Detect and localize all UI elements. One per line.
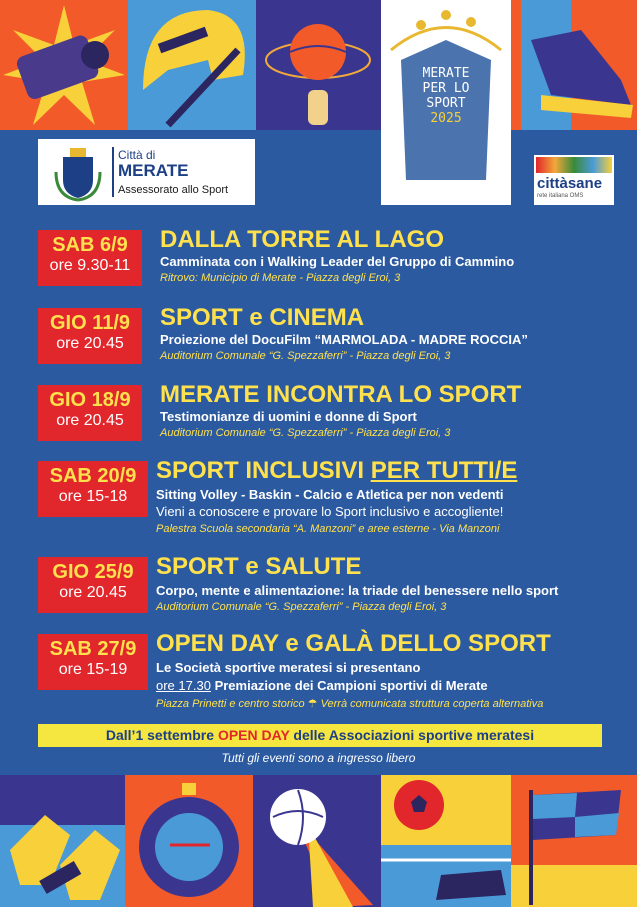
poster-title	[381, 66, 511, 126]
event-subtitle-2: Vieni a conoscere e provare lo Sport inclusivo e accogliente!	[156, 504, 504, 519]
poster-title-line1: MERATE	[422, 66, 470, 81]
event-title: MERATE INCONTRA LO SPORT	[160, 381, 522, 408]
event-subtitle-2	[156, 678, 488, 693]
event-title	[156, 457, 517, 485]
event-title: OPEN DAY e GALÀ DELLO SPORT	[156, 630, 551, 657]
poster-title-line3: SPORT	[426, 96, 466, 111]
event-location: Auditorium Comunale “G. Spezzaferri” - Piazza degli Eroi, 3	[160, 427, 451, 439]
banner-post: delle Associazioni sportive meratesi	[293, 727, 535, 743]
umbrella-icon: ☂	[307, 698, 318, 710]
event-day: GIO 18/9	[49, 389, 131, 411]
hockey-tile	[128, 0, 256, 130]
merate-logo	[38, 139, 255, 205]
bottom-illustration-strip	[0, 775, 637, 907]
event-subtitle: Sitting Volley - Baskin - Calcio e Atletica per non vedenti	[156, 487, 504, 502]
event-date-box	[38, 230, 142, 286]
event-time: ore 9.30-11	[49, 257, 131, 274]
gloves-tile	[0, 775, 125, 907]
city-skyline-icon	[536, 157, 612, 173]
event-time: ore 15-19	[58, 661, 128, 678]
municipality-name: MERATE	[118, 161, 189, 180]
award-text: Premiazione dei Campioni sportivi di Merate	[214, 678, 488, 693]
checkered-flag-icon	[511, 775, 637, 907]
event-day: GIO 11/9	[49, 312, 131, 334]
event-title-underlined: PER TUTTI/E	[370, 457, 518, 484]
event-location: Auditorium Comunale “G. Spezzaferri” - Piazza degli Eroi, 3	[160, 350, 451, 362]
soccer-ball-icon	[381, 775, 511, 907]
banner-pre: Dall’1 settembre	[105, 727, 215, 743]
event-location: Auditorium Comunale “G. Spezzaferri” - Piazza degli Eroi, 3	[156, 601, 447, 613]
open-day-banner	[38, 724, 602, 747]
event-location	[156, 697, 543, 710]
event-day: SAB 6/9	[52, 234, 128, 256]
volleyball-tile	[253, 775, 381, 907]
partner-logo-text: cittàsane	[537, 175, 603, 192]
event-day: SAB 27/9	[49, 638, 137, 660]
merate-per-lo-sport-poster	[381, 0, 511, 205]
event-time: ore 20.45	[56, 412, 124, 429]
stopwatch-icon	[125, 775, 253, 907]
department-label: Assessorato allo Sport	[118, 184, 229, 196]
rain-note: Verrà comunicata struttura coperta alternativa	[320, 698, 544, 710]
running-shoe-tile	[511, 0, 637, 130]
event-time: ore 20.45	[59, 584, 127, 601]
event-day: SAB 20/9	[49, 465, 137, 487]
event-date-box	[38, 634, 148, 690]
poster-year: 2025	[430, 111, 462, 126]
poster-title-line2: PER LO	[422, 81, 470, 96]
event-day: GIO 25/9	[52, 561, 134, 583]
event-time: ore 20.45	[56, 335, 124, 352]
event-subtitle: Corpo, mente e alimentazione: la triade del benessere nello sport	[156, 583, 559, 598]
whistle-icon	[0, 0, 128, 130]
event-date-box	[38, 461, 148, 517]
shoe-icon	[511, 0, 637, 130]
event-location: Ritrovo: Municipio di Merate - Piazza degli Eroi, 3	[160, 272, 401, 284]
event-subtitle: Testimonianze di uomini e donne di Sport	[160, 409, 417, 424]
event-title: SPORT e SALUTE	[156, 553, 362, 580]
football-tile	[381, 775, 511, 907]
event-date-box	[38, 385, 142, 441]
event-location: Palestra Scuola secondaria “A. Manzoni” e aree esterne - Via Manzoni	[156, 523, 500, 535]
event-title-main: SPORT INCLUSIVI	[156, 457, 365, 484]
banner-highlight: OPEN DAY	[217, 727, 290, 743]
partner-sub-text: rete italiana OMS	[537, 193, 584, 199]
helmet-icon	[128, 0, 256, 130]
free-entry-note: Tutti gli eventi sono a ingresso libero	[221, 751, 416, 765]
event-title: SPORT e CINEMA	[160, 304, 365, 331]
event-subtitle: Camminata con i Walking Leader del Gruppo di Cammino	[160, 254, 515, 269]
flag-tile	[511, 775, 637, 907]
volleyball-icon	[253, 775, 381, 907]
coat-of-arms-icon	[48, 142, 108, 202]
event-date-box	[38, 308, 142, 364]
citta-sane-logo	[534, 155, 614, 205]
stopwatch-tile	[125, 775, 253, 907]
basketball-tile	[256, 0, 381, 130]
event-subtitle: Proiezione del DocuFilm “MARMOLADA - MADRE ROCCIA”	[160, 332, 528, 347]
whistle-tile	[0, 0, 128, 130]
municipality-label: Città di	[118, 148, 156, 162]
event-title: DALLA TORRE AL LAGO	[160, 226, 444, 253]
goalkeeper-gloves-icon	[0, 775, 125, 907]
logo-divider	[112, 147, 114, 197]
event-time: ore 15-18	[58, 488, 128, 505]
event-subtitle: Le Società sportive meratesi si presentano	[156, 660, 421, 675]
basketball-icon	[256, 0, 381, 130]
event-location-text: Piazza Prinetti e centro storico	[156, 698, 305, 710]
top-illustration-strip	[0, 0, 637, 130]
award-time: ore 17.30	[156, 678, 211, 693]
event-date-box	[38, 557, 148, 613]
